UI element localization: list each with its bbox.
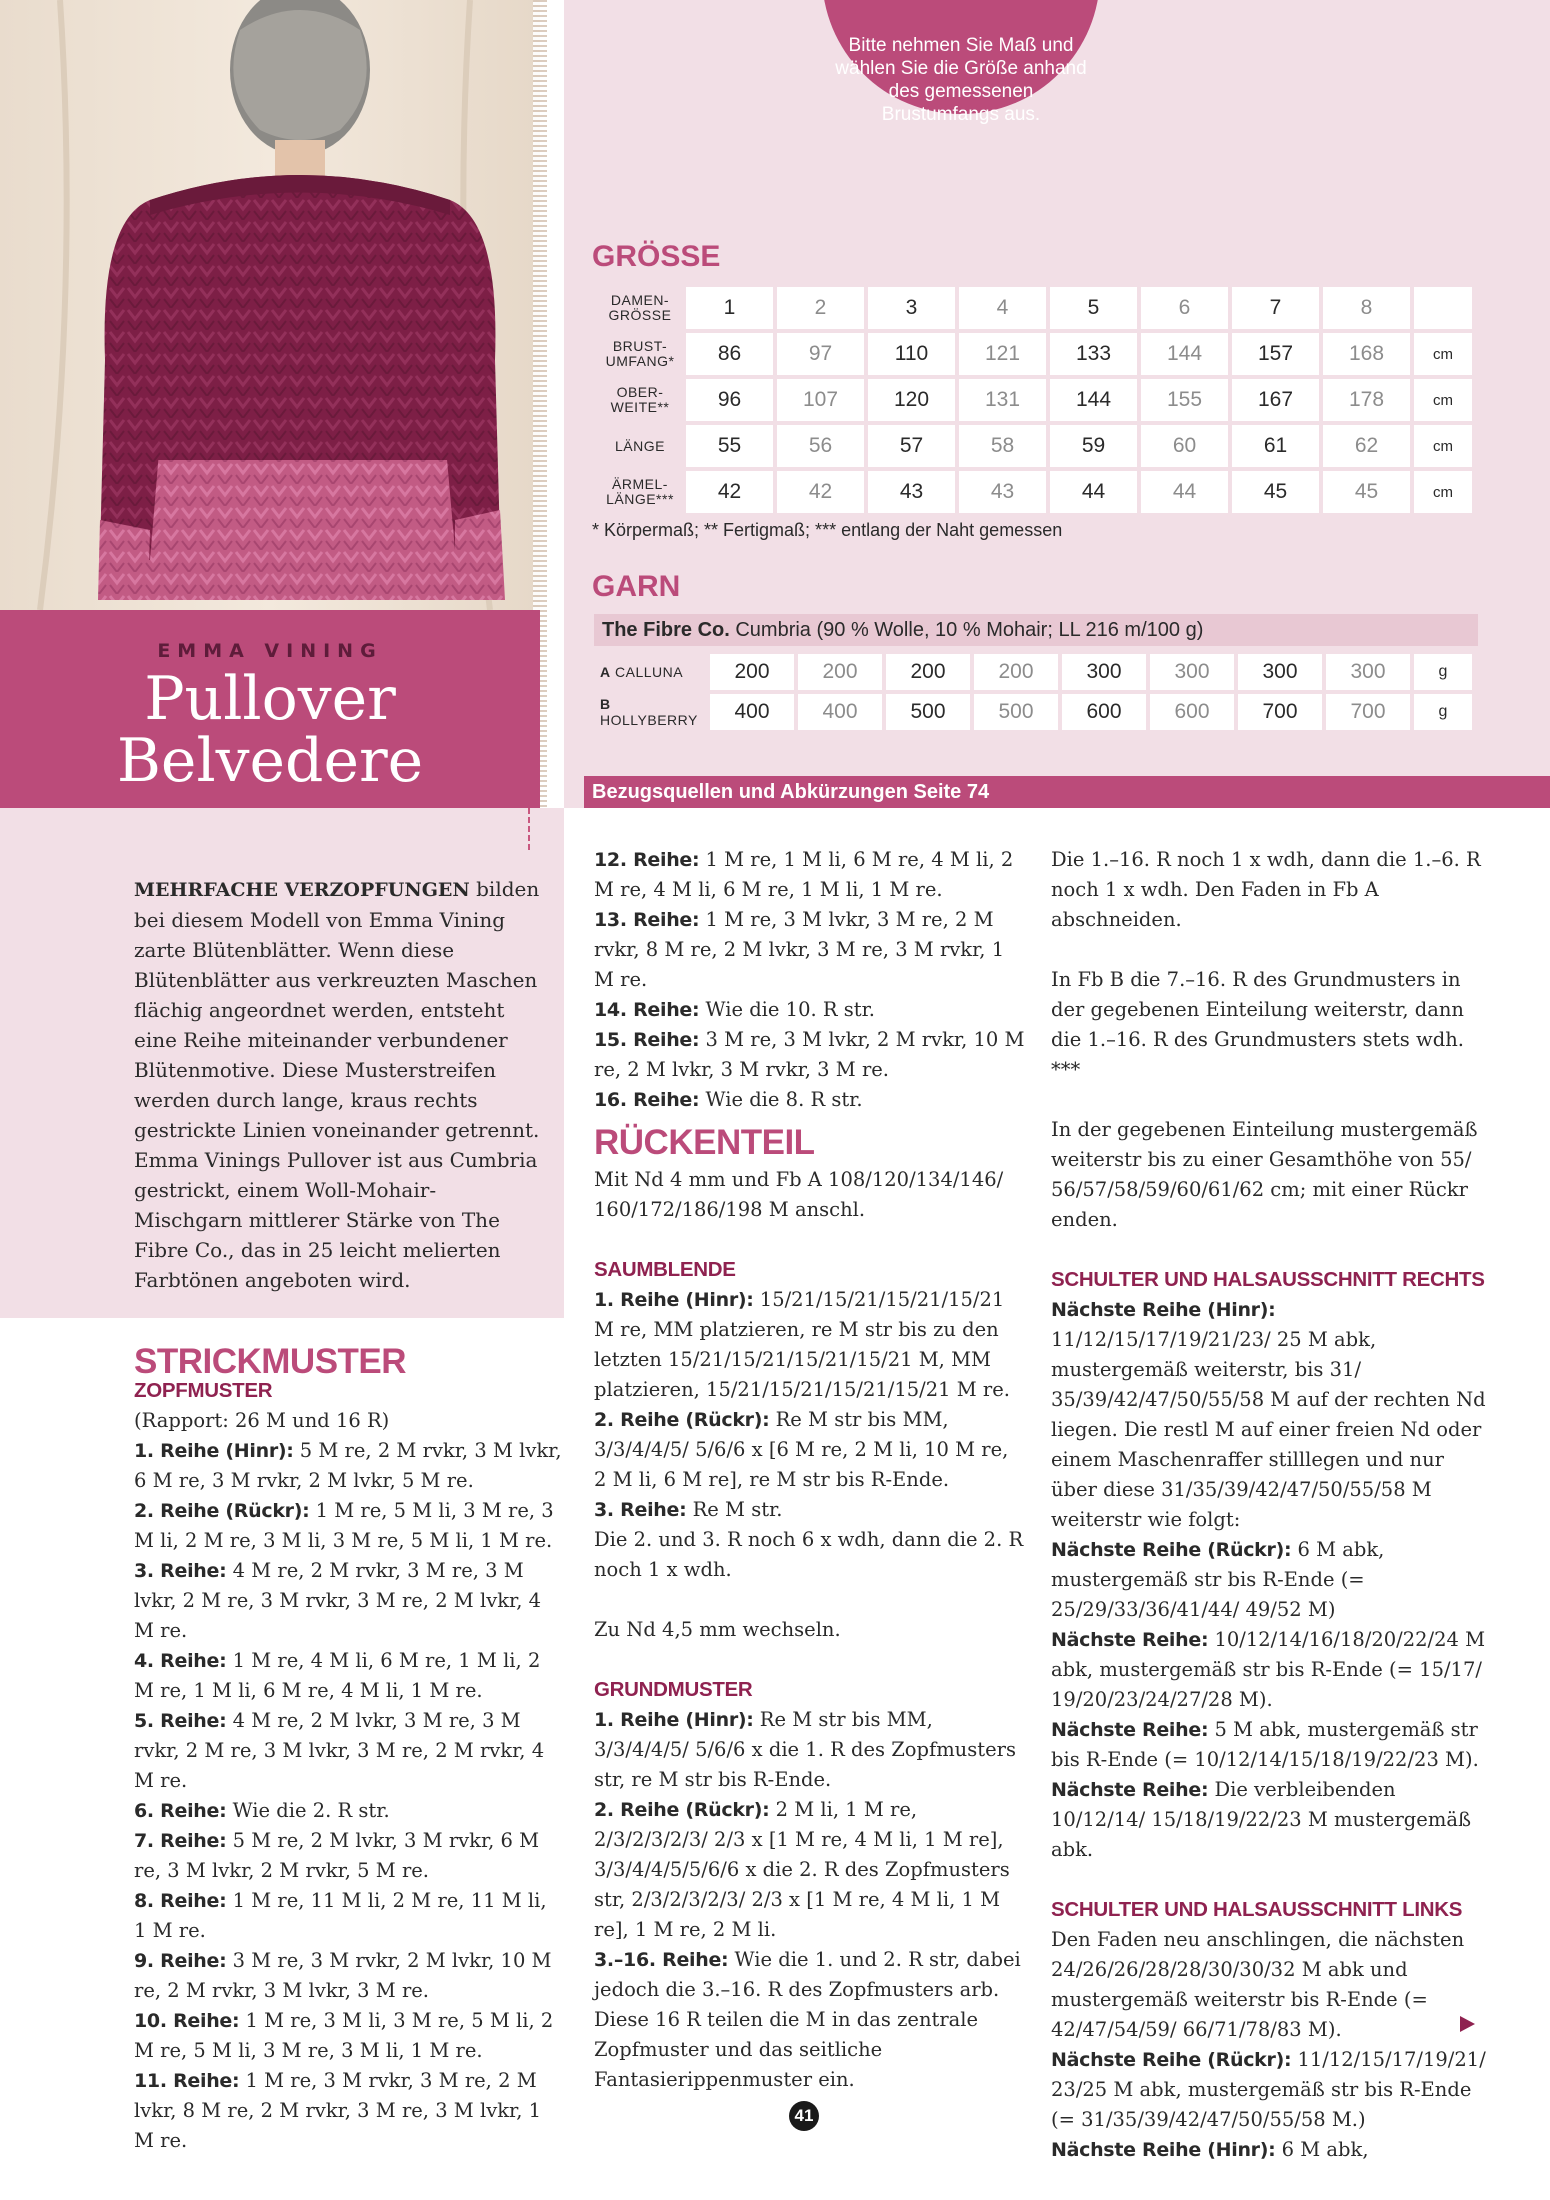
schulter-links-rows [1051,2045,1491,2165]
instruction-row: 14. Reihe: Wie die 10. R str. [594,998,875,1021]
zopfmuster-rows-continued [594,845,1026,1115]
instruction-row: 2. Reihe (Rückr): 2 M li, 1 M re, 2/3/2/3/2/3/ 2/3 x [1 M re, 4 M li, 1 M re], 3/3/4/4/5/5/6/6 x die 2. R des Zopfmusters str, 2/3/2/3/2/3/ 2/3 x [1 M re, 4 M li, 1 M re], 1 M re, 2 M li. [594,1798,1010,1941]
measure-note-text: Bitte nehmen Sie Maß und wählen Sie die Größe anhand des gemessenen Brustumfangs aus. [835,35,1087,125]
sources-bar: Bezugsquellen und Abkürzungen Seite 74 [584,776,1550,808]
size-cell: 57 [868,425,955,467]
yarn-cell: 700 [1238,694,1322,730]
size-row [598,471,1472,513]
size-cell: 56 [777,425,864,467]
size-unit [1414,287,1472,329]
subheading-grundmuster: GRUNDMUSTER [594,1678,753,1701]
size-unit: cm [1414,379,1472,421]
yarn-row [594,694,1472,730]
yarn-table [590,650,1476,734]
size-cell: 168 [1323,333,1410,375]
instruction-row: 9. Reihe: 3 M re, 3 M rvkr, 2 M lvkr, 10 M re, 2 M rvkr, 3 M lvkr, 3 M re. [134,1949,552,2002]
instruction-row: 13. Reihe: 1 M re, 3 M lvkr, 3 M re, 2 M rvkr, 8 M re, 2 M lvkr, 3 M re, 3 M rvkr, 1 M re. [594,908,1005,991]
size-row [598,425,1472,467]
size-cell: 133 [1050,333,1137,375]
repeat-text: Die 1.–16. R noch 1 x wdh, dann die 1.–6. R noch 1 x wdh. Den Faden in Fb A abschneiden. [1051,848,1481,931]
instruction-row: 5. Reihe: 4 M re, 2 M lvkr, 3 M re, 3 M rvkr, 2 M re, 3 M lvkr, 3 M re, 2 M rvkr, 4 M re. [134,1709,545,1792]
instruction-row: 3. Reihe: Re M str. [594,1498,783,1521]
size-cell: 62 [1323,425,1410,467]
subheading-zopfmuster: ZOPFMUSTER [134,1379,273,1402]
size-cell: 59 [1050,425,1137,467]
size-cell: 6 [1141,287,1228,329]
yarn-unit: g [1414,654,1472,690]
column-3 [1051,845,1491,2165]
subheading-schulter-rechts: SCHULTER UND HALSAUSSCHNITT RECHTS [1051,1268,1485,1291]
instruction-row: 10. Reihe: 1 M re, 3 M li, 3 M re, 5 M li, 2 M re, 5 M li, 3 M re, 3 M li, 1 M re. [134,2009,554,2062]
size-cell: 58 [959,425,1046,467]
instruction-row: Nächste Reihe (Rückr): 11/12/15/17/19/21/ 23/25 M abk, mustergemäß str bis R-Ende (= 31/35/39/42/47/50/55/58 M.) [1051,2048,1486,2131]
size-cell: 43 [959,471,1046,513]
designer-name: EMMA VINING [157,640,383,662]
instruction-row: 1. Reihe (Hinr): 15/21/15/21/15/21/15/21 M re, MM platzieren, re M str bis zu den letzten 15/21/15/21/15/21/15/21 M, MM platzieren, 15/21/15/21/15/21/15/21 M re. [594,1288,1010,1401]
dashed-divider [528,808,530,850]
yarn-cell: 600 [1062,694,1146,730]
instruction-row: 12. Reihe: 1 M re, 1 M li, 6 M re, 4 M li, 2 M re, 4 M li, 6 M re, 1 M li, 1 M re. [594,848,1014,901]
instruction-row: 3. Reihe: 4 M re, 2 M rvkr, 3 M re, 3 M lvkr, 2 M re, 3 M rvkr, 3 M re, 2 M lvkr, 4 M re. [134,1559,542,1642]
instruction-row: Nächste Reihe: 10/12/14/16/18/20/22/24 M abk, mustergemäß str bis R-Ende (= 15/17/ 19/20/23/24/27/28 M). [1051,1628,1486,1711]
instruction-row: Nächste Reihe (Rückr): 6 M abk, mustergemäß str bis R-Ende (= 25/29/33/36/41/44/ 49/52 M) [1051,1538,1385,1621]
instruction-row: 1. Reihe (Hinr): 5 M re, 2 M rvkr, 3 M lvkr, 6 M re, 3 M rvkr, 2 M lvkr, 5 M re. [134,1439,562,1492]
size-row-label: OBER- WEITE** [598,379,682,421]
size-cell: 121 [959,333,1046,375]
size-row [598,333,1472,375]
yarn-cell: 300 [1326,654,1410,690]
subheading-schulter-links: SCHULTER UND HALSAUSSCHNITT LINKS [1051,1898,1463,1921]
size-cell: 7 [1232,287,1319,329]
instruction-row: 4. Reihe: 1 M re, 4 M li, 6 M re, 1 M li, 2 M re, 1 M li, 6 M re, 4 M li, 1 M re. [134,1649,541,1702]
instruction-row: 15. Reihe: 3 M re, 3 M lvkr, 2 M rvkr, 10 M re, 2 M lvkr, 3 M rvkr, 3 M re. [594,1028,1025,1081]
size-cell: 60 [1141,425,1228,467]
size-unit: cm [1414,333,1472,375]
model-photo [0,0,540,610]
size-unit: cm [1414,425,1472,467]
size-row-label: DAMEN- GRÖSSE [598,287,682,329]
size-cell: 44 [1141,471,1228,513]
size-cell: 110 [868,333,955,375]
instruction-row: 8. Reihe: 1 M re, 11 M li, 2 M re, 11 M li, 1 M re. [134,1889,547,1942]
column-1 [134,1340,562,2156]
intro-text: MEHRFACHE VERZOPFUNGEN bilden bei diesem Modell von Emma Vining zarte Blütenblätter. Wenn diese Blütenblätter aus verkreuzten Maschen flächig angeordnet werden, entsteht eine Reihe miteinander verbundener Blütenmotive. Diese Musterstreifen werden durch lange, kraus rechts gestrickte Linien voneinander getrennt. Emma Vinings Pullover ist aus Cumbria gestrickt, einem Woll-Mohair-Mischgarn mittlerer Stärke von The Fibre Co., das in 25 leicht melierten Farbtönen angeboten wird. [134,877,540,1292]
cast-on-text: Mit Nd 4 mm und Fb A 108/120/134/146/ 160/172/186/198 M anschl. [594,1168,1004,1221]
next-page-arrow-icon [1460,2016,1475,2032]
yarn-unit: g [1414,694,1472,730]
saum-repeat-text: Die 2. und 3. R noch 6 x wdh, dann die 2. R noch 1 x wdh. [594,1528,1024,1581]
instruction-row: 2. Reihe (Rückr): Re M str bis MM, 3/3/4/4/5/ 5/6/6 x [6 M re, 2 M li, 10 M re, 2 M li, 6 M re], re M str bis R-Ende. [594,1408,1009,1491]
size-footnote: * Körpermaß; ** Fertigmaß; *** entlang der Naht gemessen [592,520,1063,540]
instruction-row: 7. Reihe: 5 M re, 2 M lvkr, 3 M rvkr, 6 M re, 3 M lvkr, 2 M rvkr, 5 M re. [134,1829,540,1882]
instruction-row: 1. Reihe (Hinr): Re M str bis MM, 3/3/4/4/5/ 5/6/6 x die 1. R des Zopfmusters str, re M str bis R-Ende. [594,1708,1016,1791]
yarn-cell: 700 [1326,694,1410,730]
instruction-row: Nächste Reihe (Hinr): 11/12/15/17/19/21/23/ 25 M abk, mustergemäß weiterstr, bis 31/ 35/39/42/47/50/55/58 M auf der rechten Nd liegen. Die restl M auf einer freien Nd oder einem Maschenraffer stilllegen und nur über diese 31/35/39/42/47/50/55/58 M weiterstr wie folgt: [1051,1299,1486,1531]
page-number: 41 [789,2101,819,2131]
size-cell: 3 [868,287,955,329]
yarn-color-label: B HOLLYBERRY [594,694,706,730]
size-cell: 120 [868,379,955,421]
height-text: In der gegebenen Einteilung mustergemäß weiterstr bis zu einer Gesamthöhe von 55/ 56/57/58/59/60/61/62 cm; mit einer Rückr enden. [1051,1118,1478,1231]
size-cell: 97 [777,333,864,375]
size-cell: 45 [1323,471,1410,513]
pattern-title: Pullover Belvedere [116,664,424,796]
size-row [598,287,1472,329]
grundmuster-rows [594,1705,1026,2095]
yarn-cell: 300 [1150,654,1234,690]
schulter-links-text: Den Faden neu anschlingen, die nächsten 24/26/26/28/28/30/30/32 M abk und mustergemäß weiterstr bis R-Ende (= 42/47/54/59/ 66/71/78/83 M). [1051,1928,1465,2041]
size-cell: 107 [777,379,864,421]
size-cell: 131 [959,379,1046,421]
instruction-row: 2. Reihe (Rückr): 1 M re, 5 M li, 3 M re, 3 M li, 2 M re, 3 M li, 3 M re, 5 M li, 1 M re. [134,1499,554,1552]
yarn-cell: 200 [798,654,882,690]
size-table [594,283,1476,517]
size-cell: 61 [1232,425,1319,467]
size-cell: 157 [1232,333,1319,375]
size-cell: 1 [686,287,773,329]
needle-change-text: Zu Nd 4,5 mm wechseln. [594,1618,841,1641]
section-heading-rueckenteil: RÜCKENTEIL [594,1123,815,1162]
size-cell: 42 [777,471,864,513]
size-cell: 55 [686,425,773,467]
zopfmuster-rows [134,1436,562,2156]
yarn-description: The Fibre Co. Cumbria (90 % Wolle, 10 % Mohair; LL 216 m/100 g) [594,614,1478,646]
yarn-cell: 500 [974,694,1058,730]
yarn-row [594,654,1472,690]
size-cell: 144 [1141,333,1228,375]
size-cell: 96 [686,379,773,421]
saumblende-rows [594,1285,1026,1525]
size-cell: 178 [1323,379,1410,421]
yarn-heading: GARN [592,570,681,603]
yarn-cell: 600 [1150,694,1234,730]
size-cell: 42 [686,471,773,513]
yarn-cell: 500 [886,694,970,730]
size-cell: 8 [1323,287,1410,329]
instruction-row: 16. Reihe: Wie die 8. R str. [594,1088,863,1111]
yarn-cell: 200 [886,654,970,690]
size-cell: 4 [959,287,1046,329]
color-b-text: In Fb B die 7.–16. R des Grundmusters in der gegebenen Einteilung weiterstr, dann die 1.–16. R des Grundmusters stets wdh. *** [1051,968,1464,1081]
size-row [598,379,1472,421]
size-cell: 144 [1050,379,1137,421]
size-cell: 86 [686,333,773,375]
section-heading-strickmuster: STRICKMUSTER [134,1342,407,1381]
subheading-saumblende: SAUMBLENDE [594,1258,736,1281]
size-cell: 5 [1050,287,1137,329]
instruction-row: 11. Reihe: 1 M re, 3 M rvkr, 3 M re, 2 M lvkr, 8 M re, 2 M rvkr, 3 M re, 3 M lvkr, 1 M re. [134,2069,542,2152]
size-row-label: LÄNGE [598,425,682,467]
size-row-label: BRUST- UMFANG* [598,333,682,375]
yarn-cell: 400 [710,694,794,730]
yarn-cell: 400 [798,694,882,730]
size-unit: cm [1414,471,1472,513]
size-cell: 44 [1050,471,1137,513]
title-box [0,610,540,808]
yarn-cell: 300 [1238,654,1322,690]
size-cell: 2 [777,287,864,329]
size-cell: 43 [868,471,955,513]
instruction-row: 6. Reihe: Wie die 2. R str. [134,1799,390,1822]
size-cell: 155 [1141,379,1228,421]
instruction-row: Nächste Reihe (Hinr): 6 M abk, [1051,2138,1369,2161]
column-2 [594,845,1026,2095]
rapport-text: (Rapport: 26 M und 16 R) [134,1409,390,1432]
yarn-color-label: A CALLUNA [594,654,706,690]
yarn-cell: 300 [1062,654,1146,690]
schulter-rechts-rows [1051,1295,1491,1865]
instruction-row: 3.–16. Reihe: Wie die 1. und 2. R str, dabei jedoch die 3.–16. R des Zopfmusters arb. Diese 16 R teilen die M in das zentrale Zopfmuster und das seitliche Fantasierippenmuster ein. [594,1948,1021,2091]
size-cell: 45 [1232,471,1319,513]
yarn-cell: 200 [710,654,794,690]
size-heading: GRÖSSE [592,240,721,273]
instruction-row: Nächste Reihe: Die verbleibenden 10/12/14/ 15/18/19/22/23 M mustergemäß abk. [1051,1778,1471,1861]
yarn-cell: 200 [974,654,1058,690]
size-row-label: ÄRMEL- LÄNGE*** [598,471,682,513]
instruction-row: Nächste Reihe: 5 M abk, mustergemäß str bis R-Ende (= 10/12/14/15/18/19/22/23 M). [1051,1718,1479,1771]
size-cell: 167 [1232,379,1319,421]
